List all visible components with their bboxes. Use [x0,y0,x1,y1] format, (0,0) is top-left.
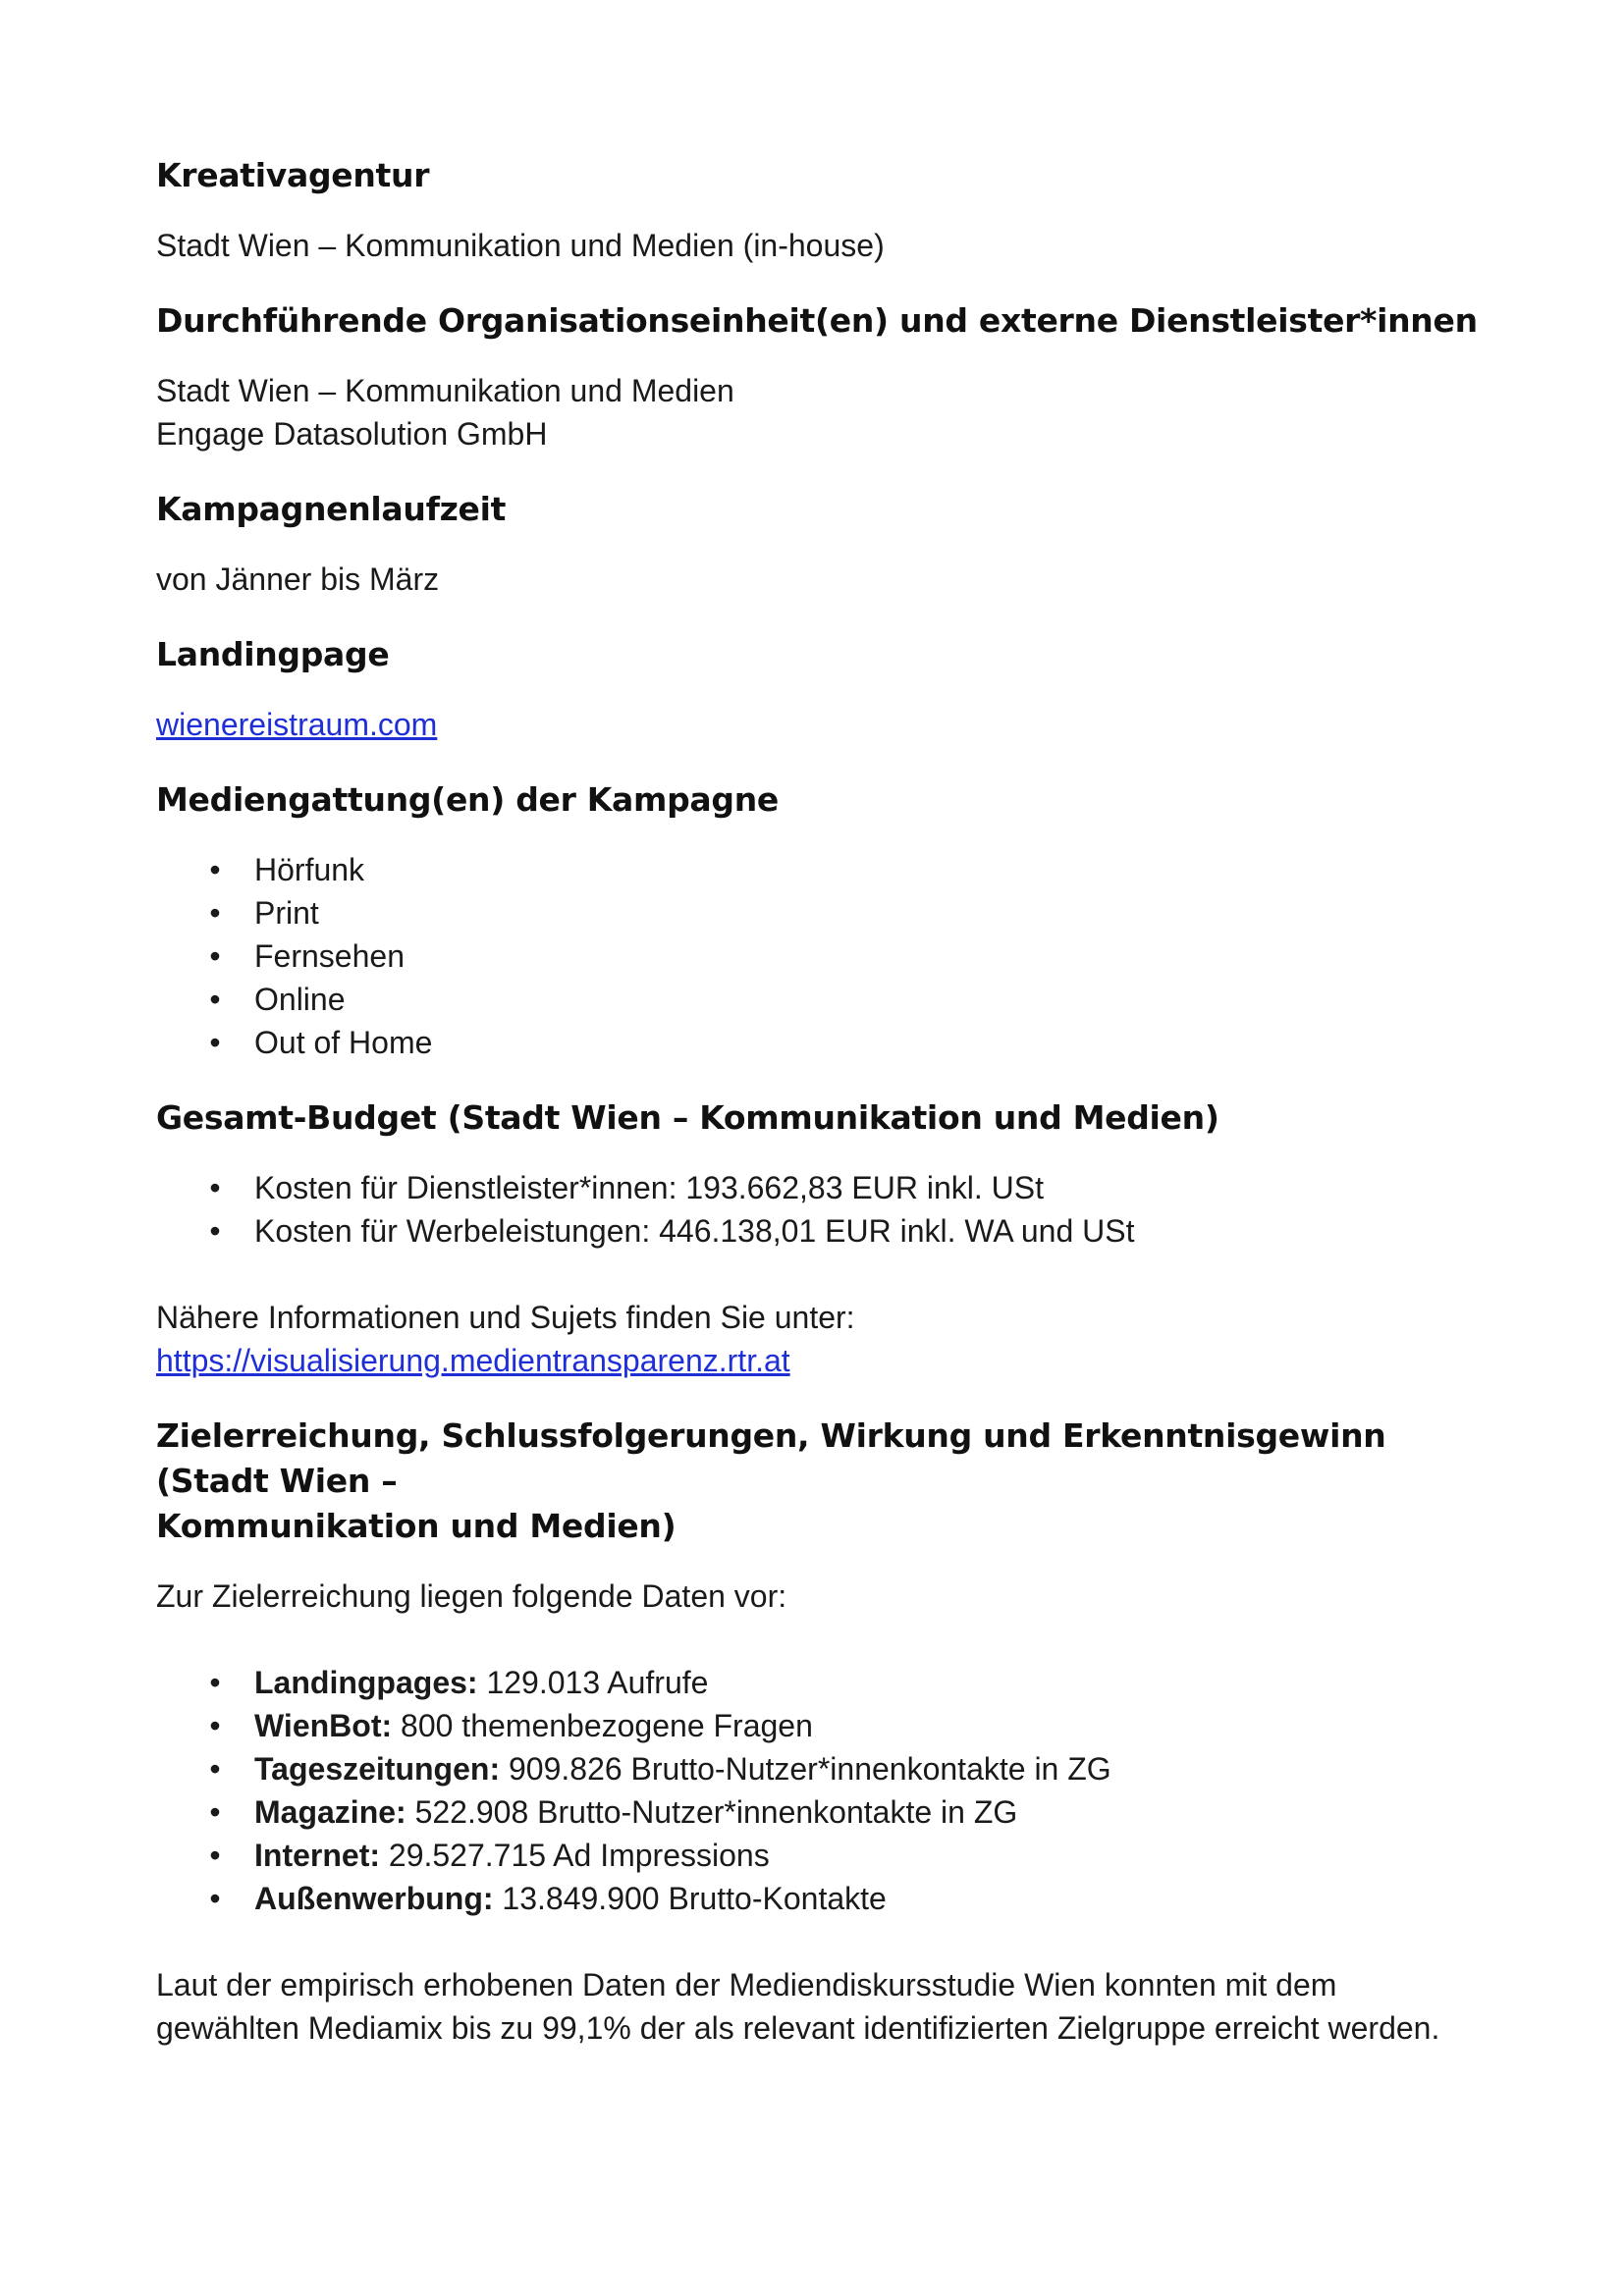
bullet-icon: • [209,1881,221,1916]
list-item: • Kosten für Werbeleistungen: 446.138,01 EUR inkl. WA und USt [205,1209,1491,1253]
heading-kreativagentur: Kreativagentur [156,156,430,194]
bullet-icon: • [209,1665,221,1700]
list-item: • Kosten für Dienstleister*innen: 193.662,83 EUR inkl. USt [205,1166,1491,1209]
info-link-paragraph [156,1339,1491,1382]
heading-mediengattung: Mediengattung(en) der Kampagne [156,780,779,819]
conclusion-line-2: gewählten Mediamix bis zu 99,1% der als relevant identifizierten Zielgruppe erreicht werden. [156,2010,1440,2046]
bullet-icon: • [209,982,221,1017]
list-item: • Magazine: 522.908 Brutto-Nutzer*innenkontakte in ZG [205,1790,1491,1834]
landingpage-link[interactable]: wienereistraum.com [156,707,438,742]
list-item: • Online [205,978,1491,1021]
heading-zielerreichung: Zielerreichung, Schlussfolgerungen, Wirkung und Erkenntnisgewinn (Stadt Wien – Kommunikation und Medien) [156,1416,1386,1545]
document-page [156,153,1491,2050]
budget-list [156,1166,1491,1253]
bullet-icon: • [209,1708,221,1743]
organisation-line-1: Stadt Wien – Kommunikation und Medien [156,373,734,408]
laufzeit-text: von Jänner bis März [156,561,440,597]
list-item: • WienBot: 800 themenbezogene Fragen [205,1704,1491,1747]
bullet-icon: • [209,1794,221,1830]
bullet-icon: • [209,1170,221,1205]
kreativagentur-text: Stadt Wien – Kommunikation und Medien (in-house) [156,228,885,263]
bullet-icon: • [209,1025,221,1060]
bullet-icon: • [209,938,221,974]
list-item: • Tageszeitungen: 909.826 Brutto-Nutzer*innenkontakte in ZG [205,1747,1491,1790]
list-item: • Hörfunk [205,848,1491,891]
list-item: • Fernsehen [205,934,1491,978]
list-item: • Print [205,891,1491,934]
heading-organisation: Durchführende Organisationseinheit(en) und externe Dienstleister*innen [156,301,1478,340]
ziel-list [156,1661,1491,1920]
organisation-line-2: Engage Datasolution GmbH [156,416,548,452]
list-item: • Internet: 29.527.715 Ad Impressions [205,1834,1491,1877]
mediengattung-list [156,848,1491,1064]
conclusion-line-1: Laut der empirisch erhobenen Daten der Mediendiskursstudie Wien konnten mit dem [156,1967,1337,2002]
heading-budget: Gesamt-Budget (Stadt Wien – Kommunikation und Medien) [156,1098,1219,1137]
bullet-icon: • [209,1213,221,1249]
heading-kampagnenlaufzeit: Kampagnenlaufzeit [156,490,507,528]
info-text: Nähere Informationen und Sujets finden Sie unter: [156,1300,855,1335]
list-item: • Landingpages: 129.013 Aufrufe [205,1661,1491,1704]
list-item: • Außenwerbung: 13.849.900 Brutto-Kontakte [205,1877,1491,1920]
medientransparenz-link[interactable]: https://visualisierung.medientransparenz.rtr.at [156,1343,790,1378]
bullet-icon: • [209,852,221,887]
ziel-intro: Zur Zielerreichung liegen folgende Daten vor: [156,1578,787,1614]
list-item: • Out of Home [205,1021,1491,1064]
bullet-icon: • [209,1751,221,1787]
bullet-icon: • [209,895,221,931]
heading-landingpage: Landingpage [156,635,390,673]
bullet-icon: • [209,1838,221,1873]
landingpage-paragraph [156,703,1491,746]
